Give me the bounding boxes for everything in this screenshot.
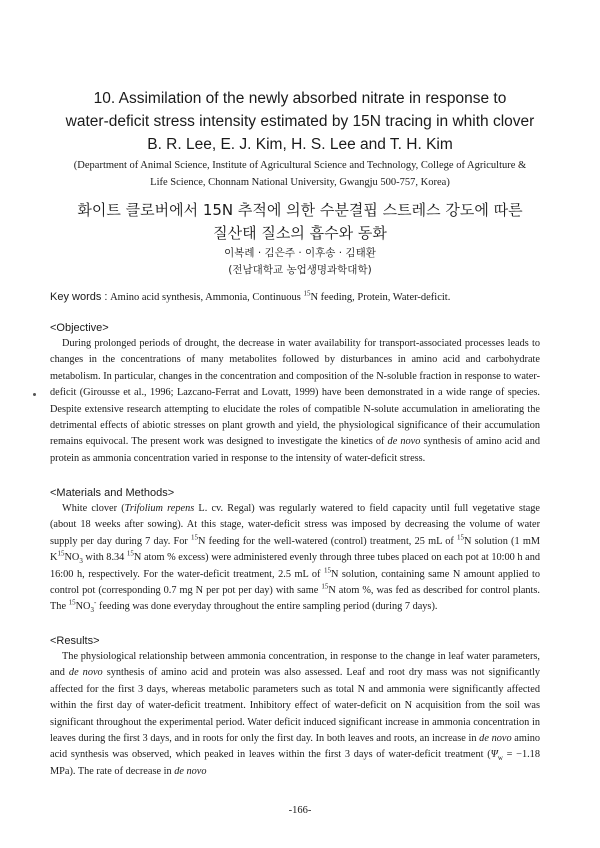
keywords-text-2: N feeding, Protein, Water-deficit. bbox=[310, 292, 451, 303]
results-heading: <Results> bbox=[50, 635, 100, 647]
korean-title-line-2: 질산태 질소의 흡수와 동화 bbox=[213, 224, 387, 242]
page-number: -166- bbox=[288, 805, 312, 816]
affiliation-line-1: (Department of Animal Science, Institute of Agricultural Science and Technology, College of Agriculture & bbox=[73, 160, 527, 171]
keywords-text-1: Amino acid synthesis, Ammonia, Continuous bbox=[110, 292, 304, 303]
paper-title-line-1: 10. Assimilation of the newly absorbed nitrate in response to bbox=[93, 90, 507, 107]
objective-paragraph: During prolonged periods of drought, the decrease in water availability for transport-associated processes leads to changes in the concentrations of many metabolites followed by disturbances in amino acid and carbohydrate metabolism. In particular, changes in the concentration and composition of the N-soluble fraction in response to water-deficit (Girousse et al., 1996; Lazcano-Ferrat and Lovatt, 1999) have been demonstrated in a wide range of species. Despite extensive research attempting to elucidate the roles of compatible N-solute accumulation in ameliorating the detrimental effects of abiotic stresses on plant growth and yield, the physiological significance of their accumulation remains equivocal. The present work was designed to investigate the kinetics of de novo synthesis of amino acid and protein as ammonia concentration varied in response to the intensity of water-deficit stress. bbox=[50, 338, 540, 464]
stray-mark bbox=[33, 393, 36, 396]
korean-title-line-1: 화이트 클로버에서 15N 추적에 의한 수분결핍 스트레스 강도에 따른 bbox=[77, 201, 523, 219]
affiliation-line-2: Life Science, Chonnam National University, Gwangju 500-757, Korea) bbox=[150, 177, 450, 188]
keywords-label: Key words : bbox=[50, 291, 108, 303]
results-paragraph: The physiological relationship between ammonia concentration, in response to the change in leaf water parameters, and de novo synthesis of amino acid and protein was also assessed. Leaf and root dry mass was not significantly affected for the first 3 days, whereas metabolic parameters such as total N and ammonia were significantly affected within the first day of water-deficit treatment. Inhibitory effect of water-deficit on N acquisition from the soil was significant throughout the experimental period. Water deficit induced significant increase in ammonia concentration in leaves during the first 3 days, and in roots for only the first day. In both leaves and roots, an increase in de novo amino acid synthesis was observed, which peaked in leaves within the first 3 days of water-deficit treatment ($\Psi_w = -1.18$ MPa). The rate of decrease in de novo bbox=[50, 651, 541, 777]
methods-paragraph: White clover (Trifolium repens L. cv. Regal) was regularly watered to field capacity until full vegetative stage (about 18 weeks after sowing). At this stage, water-deficit stress was imposed by decreasing the volume of water supply per day during 7 day. For $^{15}$N feeding for the well-watered (control) treatment, 25 mL of $^{15}$N solution (1 mM $K^{15}NO_3$ with 8.34 $^{15}$N atom % excess) were administered evenly through three tubes placed on each pot at 10:00 h and 16:00 h, respectively. For the water-deficit treatment, 2.5 mL of $^{15}$N solution, containing same N amount applied to control pot (corresponding 0.7 mg N per pot per day) with same $^{15}$N atom %, was fed as described for control plants. The $^{15}NO_3^-$ feeding was done everyday throughout the entire sampling period (during 7 days). bbox=[50, 503, 540, 615]
keywords-superscript: 15 bbox=[303, 289, 311, 298]
keywords-line bbox=[50, 290, 560, 305]
korean-authors: 이복례 · 김은주 · 이후송 · 김태환 bbox=[224, 247, 376, 259]
paper-title-line-2: water-deficit stress intensity estimated by 15N tracing in whith clover bbox=[65, 113, 535, 130]
korean-affiliation: (전남대학교 농업생명과학대학) bbox=[228, 264, 372, 276]
paper-authors: B. R. Lee, E. J. Kim, H. S. Lee and T. H. Kim bbox=[147, 136, 453, 153]
methods-heading: <Materials and Methods> bbox=[50, 487, 175, 499]
objective-heading: <Objective> bbox=[50, 322, 109, 334]
